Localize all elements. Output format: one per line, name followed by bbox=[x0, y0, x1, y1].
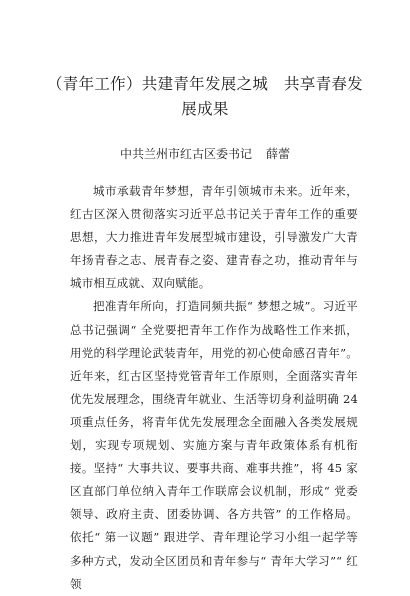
body-paragraph: 城市承载青年梦想，青年引领城市未来。近年来，红古区深入贯彻落实习近平总书记关于青年工作的重要思想，大力推进青年发展型城市建设，引导激发广大青年扬青春之志、展青春之姿、建青春之功，推动青年与城市相互成就、双向赋能。 bbox=[70, 184, 358, 291]
document-title: （青年工作）共建青年发展之城 共享青春发展成果 bbox=[46, 75, 363, 118]
author-line bbox=[40, 145, 370, 163]
author-name: 薛蕾 bbox=[266, 147, 291, 161]
document-body bbox=[70, 180, 358, 596]
author-organization: 中共兰州市红古区委书记 bbox=[119, 147, 252, 161]
body-paragraph: 把准青年所向，打造同频共振“ 梦想之城”。习近平总书记强调“ 全党要把青年工作作为战略性工作来抓，用党的科学理论武装青年，用党的初心使命感召青年”。近年来，红古区坚持党管青年工作原则，全面落实青年优先发展理念，围绕青年就业、生活等切身利益明确 24 项重点任务，将青年优先发展理念全面融入各类发展规划，实现专项规划、实施方案与青年政策体系有机衔接。坚持“ 大事共议、要事共商、难事共推”，将 45 家区直部门单位纳入青年工作联席会议机制，形成“ 党委领导、政府主责、团委协调、各方共管” 的工作格局。依托“ 第一议题” 跟进学、青年理论学习小组一起学等多种方式，发动全区团员和青年参与“ 青年大学习”“ 红领 bbox=[70, 299, 358, 591]
